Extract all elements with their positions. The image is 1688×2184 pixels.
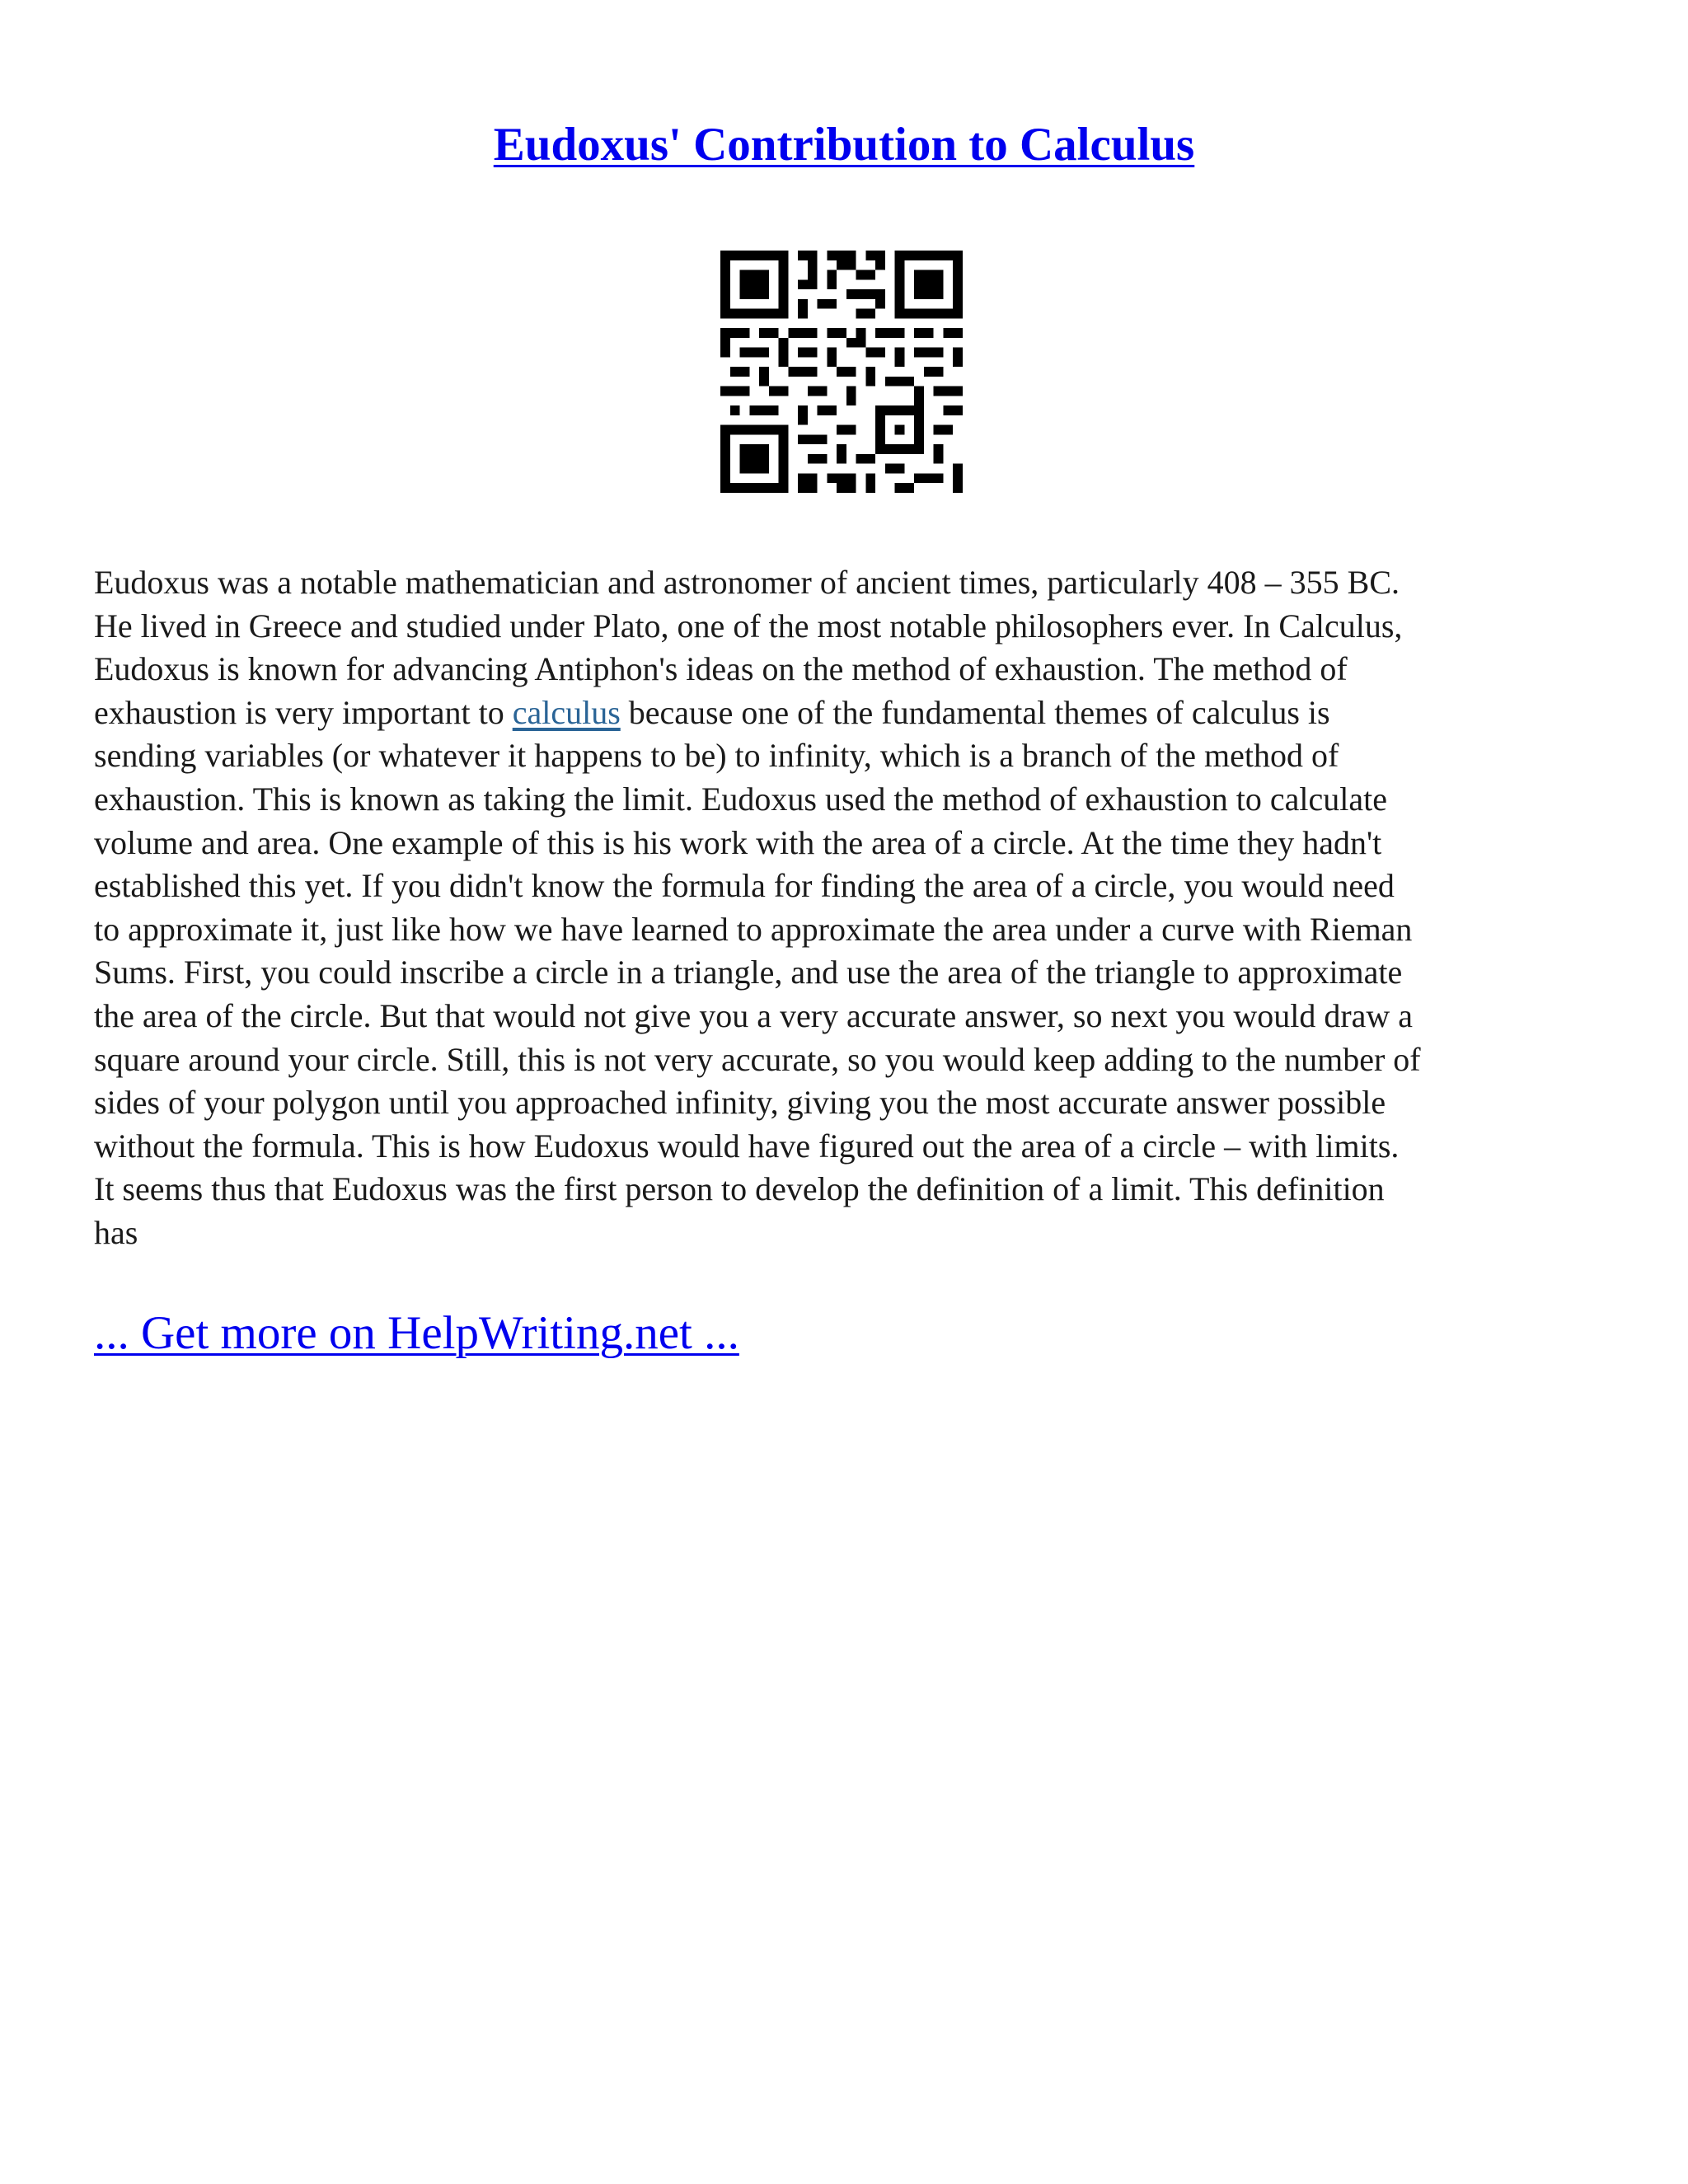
body-line: sending variables (or whatever it happens to be) to infinity, which is a branch of the method of: [94, 737, 1339, 775]
body-line: Eudoxus was a notable mathematician and astronomer of ancient times, particularly 408 – 355 BC.: [94, 564, 1400, 601]
body-line: Sums. First, you could inscribe a circle in a triangle, and use the area of the triangle to approximate: [94, 954, 1403, 991]
qr-code-graphic: [720, 251, 963, 493]
body-line: [94, 691, 1602, 735]
body-line: to approximate it, just like how we have learned to approximate the area under a curve with Rieman: [94, 910, 1413, 948]
get-more-paragraph: [94, 1304, 739, 1363]
body-line: volume and area. One example of this is his work with the area of a circle. At the time they hadn't: [94, 823, 1382, 861]
body-line: the area of the circle. But that would not give you a very accurate answer, so next you would draw a: [94, 996, 1414, 1034]
body-line: established this yet. If you didn't know the formula for finding the area of a circle, you would need: [94, 867, 1395, 905]
article-body: [94, 561, 1602, 1255]
page-title: [0, 115, 1688, 175]
body-text-segment: exhaustion is very important to: [94, 693, 513, 731]
body-line: sides of your polygon until you approached infinity, giving you the most accurate answer possible: [94, 1084, 1386, 1122]
calculus-link[interactable]: calculus: [512, 693, 621, 731]
body-line: Eudoxus is known for advancing Antiphon's ideas on the method of exhaustion. The method of: [94, 650, 1348, 688]
body-line: without the formula. This is how Eudoxus would have figured out the area of a circle – with limits.: [94, 1127, 1400, 1165]
body-line: square around your circle. Still, this is not very accurate, so you would keep adding to the number of: [94, 1040, 1421, 1078]
body-text-segment: because one of the fundamental themes of calculus is: [620, 693, 1330, 731]
body-line: exhaustion. This is known as taking the limit. Eudoxus used the method of exhaustion to calculate: [94, 780, 1388, 818]
qr-code-icon: [720, 251, 963, 493]
body-line: has: [94, 1213, 138, 1251]
body-line: It seems thus that Eudoxus was the first person to develop the definition of a limit. This definition: [94, 1170, 1385, 1208]
get-more-link[interactable]: ... Get more on HelpWriting.net ...: [94, 1307, 739, 1359]
body-line: He lived in Greece and studied under Plato, one of the most notable philosophers ever. In Calculus,: [94, 607, 1403, 644]
title-link[interactable]: Eudoxus' Contribution to Calculus: [493, 119, 1195, 171]
